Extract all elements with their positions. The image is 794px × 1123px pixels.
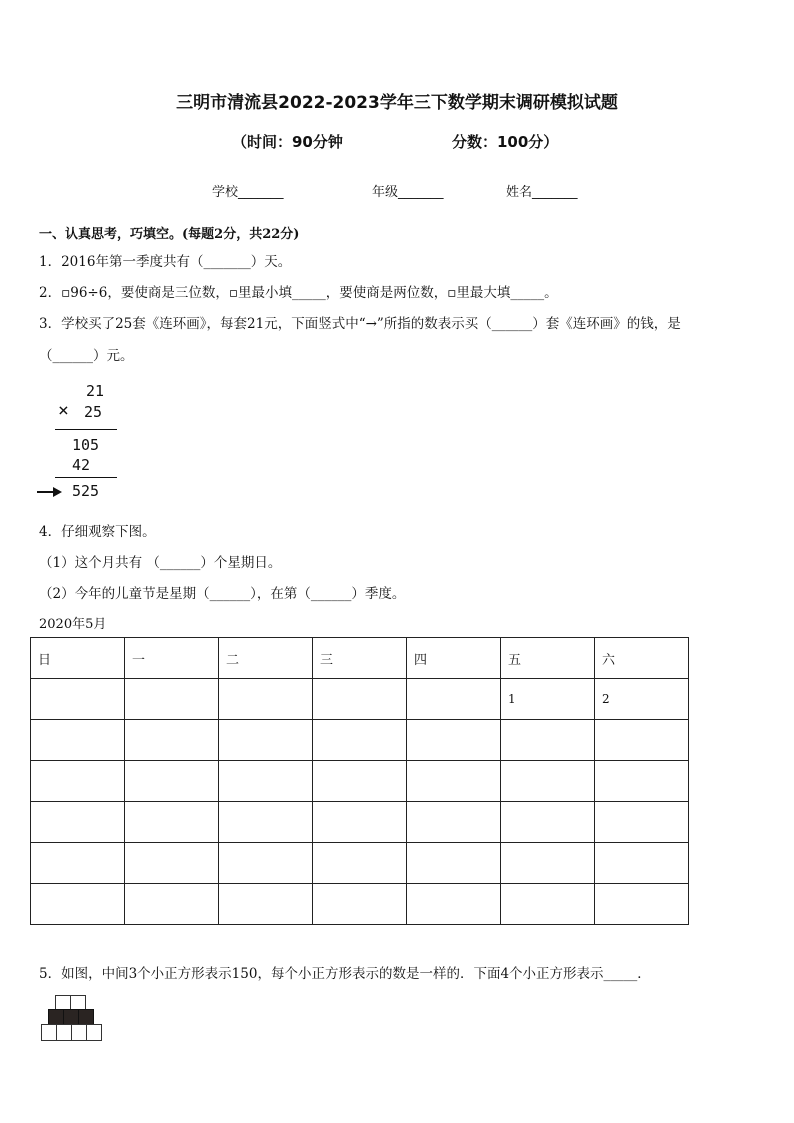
calendar-day <box>219 679 313 720</box>
calendar-day <box>595 843 689 884</box>
calc-partial-1: 105 <box>72 436 100 454</box>
calendar-caption: 2020年5月 <box>39 617 107 632</box>
calendar-day <box>219 843 313 884</box>
calendar-day <box>219 884 313 925</box>
calendar-day <box>313 843 407 884</box>
calendar-week-row <box>31 679 689 720</box>
calc-line-2 <box>55 477 117 478</box>
calendar-day <box>31 720 125 761</box>
grade-field[interactable]: 年级_______ <box>372 185 444 200</box>
calendar-day <box>501 720 595 761</box>
calendar-day <box>31 884 125 925</box>
calendar-day <box>407 884 501 925</box>
school-field[interactable]: 学校_______ <box>212 185 284 200</box>
calendar-header: 五 <box>501 638 595 679</box>
calendar-week-row <box>31 884 689 925</box>
calendar-day <box>407 843 501 884</box>
arrow-icon <box>37 484 63 503</box>
calendar-week-row <box>31 720 689 761</box>
exam-time: （时间：90分钟 <box>232 133 343 151</box>
calendar-day <box>501 761 595 802</box>
calc-partial-2: 42 <box>72 456 91 474</box>
calendar-week-row <box>31 802 689 843</box>
calendar-day <box>313 884 407 925</box>
question-3-line-2: （______）元。 <box>39 348 134 364</box>
calendar-header: 日 <box>31 638 125 679</box>
name-field[interactable]: 姓名_______ <box>506 185 578 200</box>
calc-result: 525 <box>72 482 100 500</box>
calendar-day <box>595 884 689 925</box>
calendar-day <box>407 679 501 720</box>
calendar-table <box>30 637 689 925</box>
calendar-week-row <box>31 843 689 884</box>
calendar-day <box>219 802 313 843</box>
calendar-day <box>125 884 219 925</box>
calendar-header: 六 <box>595 638 689 679</box>
calendar-day <box>313 679 407 720</box>
calendar-day <box>407 761 501 802</box>
question-3-line-1: 3．学校买了25套《连环画》，每套21元，下面竖式中“→”所指的数表示买（______）套《连环画》的钱，是 <box>39 316 681 332</box>
calc-multiplicand: 21 <box>86 382 105 400</box>
calendar-day <box>125 843 219 884</box>
calendar-day <box>313 761 407 802</box>
calendar-header: 四 <box>407 638 501 679</box>
calc-line-1 <box>55 429 117 430</box>
calendar-day <box>31 761 125 802</box>
page-title: 三明市清流县2022-2023学年三下数学期末调研模拟试题 <box>176 93 618 113</box>
calendar-day <box>313 720 407 761</box>
calendar-day <box>219 761 313 802</box>
calendar-day <box>595 761 689 802</box>
calendar-day <box>125 720 219 761</box>
calendar-day <box>125 802 219 843</box>
calendar-week-row <box>31 761 689 802</box>
calendar-day <box>31 679 125 720</box>
calendar-day <box>407 720 501 761</box>
calendar-day <box>219 720 313 761</box>
calendar-day: 2 <box>595 679 689 720</box>
question-4: 4．仔细观察下图。 <box>39 524 156 540</box>
calendar-day <box>31 802 125 843</box>
calendar-day <box>407 802 501 843</box>
multiply-sign: × <box>58 400 69 421</box>
calendar-day <box>501 802 595 843</box>
question-4-part-2: （2）今年的儿童节是星期（______），在第（______）季度。 <box>39 586 406 602</box>
calendar-header: 三 <box>313 638 407 679</box>
section-heading: 一、认真思考，巧填空。(每题2分，共22分) <box>39 227 300 242</box>
question-2: 2．▫96÷6，要使商是三位数，▫里最小填_____，要使商是两位数，▫里最大填_____。 <box>39 285 558 301</box>
calendar-day <box>313 802 407 843</box>
calendar-day <box>31 843 125 884</box>
calc-multiplier: 25 <box>84 403 103 421</box>
calendar-day <box>501 843 595 884</box>
calendar-day <box>125 679 219 720</box>
question-1: 1．2016年第一季度共有（_______）天。 <box>39 254 292 270</box>
calendar-day <box>125 761 219 802</box>
calendar-day <box>595 802 689 843</box>
question-4-part-1: （1）这个月共有 （______）个星期日。 <box>39 555 282 571</box>
calendar-day <box>595 720 689 761</box>
calendar-header: 二 <box>219 638 313 679</box>
question-5: 5．如图，中间3个小正方形表示150，每个小正方形表示的数是一样的．下面4个小正方形表示_____． <box>39 966 651 982</box>
calendar-day: 1 <box>501 679 595 720</box>
calendar-day <box>501 884 595 925</box>
stacked-squares-figure <box>40 994 104 1048</box>
calendar-header: 一 <box>125 638 219 679</box>
calendar-header-row <box>31 638 689 679</box>
exam-score: 分数：100分） <box>452 133 559 151</box>
